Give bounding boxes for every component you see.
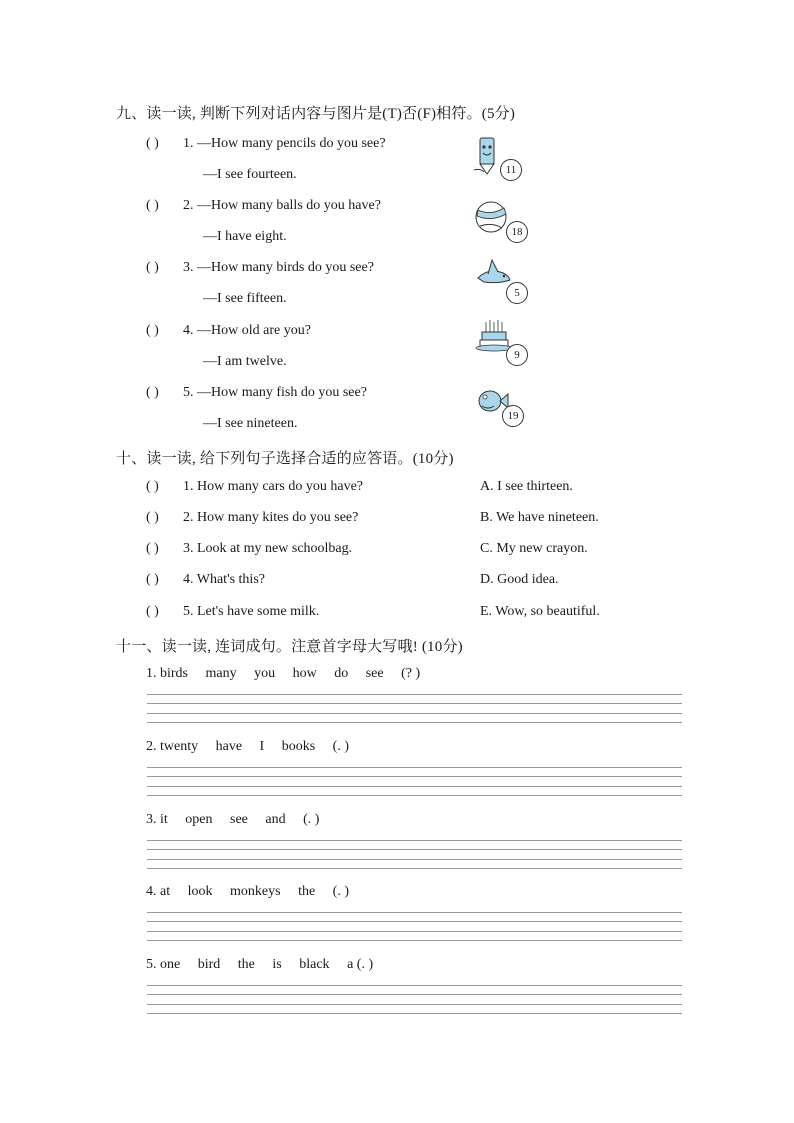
answer-bracket-10-1[interactable]: ( ) <box>146 479 159 494</box>
word: do <box>334 666 349 681</box>
word: and <box>265 812 286 827</box>
count-badge-9-5: 19 <box>502 405 524 427</box>
section-10-title: 十、读一读, 给下列句子选择合适的应答语。(10分) <box>116 451 454 467</box>
word: the <box>298 884 316 899</box>
question-10-4: 4. What's this? <box>183 572 265 587</box>
answer-bracket-10-5[interactable]: ( ) <box>146 604 159 619</box>
word: (. ) <box>303 812 320 827</box>
question-9-5: 5. —How many fish do you see? <box>183 385 367 400</box>
option-a: A. I see thirteen. <box>480 479 573 494</box>
word: black <box>299 957 330 972</box>
word-prompt-11-3 <box>146 812 333 828</box>
word: is <box>272 957 282 972</box>
word: (. ) <box>332 739 349 754</box>
question-9-2: 2. —How many balls do you have? <box>183 198 381 213</box>
writing-lines-11-1[interactable] <box>147 694 682 724</box>
word-prompt-11-1 <box>146 666 434 682</box>
word: (? ) <box>401 666 421 681</box>
question-9-4: 4. —How old are you? <box>183 323 311 338</box>
word-prompt-11-2 <box>146 739 363 755</box>
answer-9-5: —I see nineteen. <box>203 416 298 431</box>
question-10-3: 3. Look at my new schoolbag. <box>183 541 353 556</box>
answer-9-4: —I am twelve. <box>203 354 287 369</box>
word: bird <box>197 957 221 972</box>
word: 5. one <box>146 957 181 972</box>
answer-9-2: —I have eight. <box>203 229 287 244</box>
word: monkeys <box>230 884 281 899</box>
answer-bracket-9-1[interactable]: ( ) <box>146 136 159 151</box>
answer-bracket-9-2[interactable]: ( ) <box>146 198 159 213</box>
word: many <box>205 666 237 681</box>
word: I <box>259 739 265 754</box>
word-prompt-11-4 <box>146 884 363 900</box>
question-10-5: 5. Let's have some milk. <box>183 604 320 619</box>
section-11-title: 十一、读一读, 连词成句。注意首字母大写哦! (10分) <box>116 639 463 655</box>
answer-bracket-10-3[interactable]: ( ) <box>146 541 159 556</box>
word-prompt-11-5 <box>146 957 387 973</box>
word: 3. it <box>146 812 168 827</box>
answer-9-3: —I see fifteen. <box>203 291 287 306</box>
ball-icon <box>474 200 510 236</box>
answer-bracket-10-4[interactable]: ( ) <box>146 572 159 587</box>
writing-lines-11-5[interactable] <box>147 985 682 1015</box>
question-10-1: 1. How many cars do you have? <box>183 479 364 494</box>
answer-bracket-9-3[interactable]: ( ) <box>146 260 159 275</box>
word: look <box>187 884 213 899</box>
count-badge-9-1: 11 <box>500 159 522 181</box>
answer-bracket-10-2[interactable]: ( ) <box>146 510 159 525</box>
word: how <box>292 666 317 681</box>
word: have <box>215 739 243 754</box>
question-9-3: 3. —How many birds do you see? <box>183 260 374 275</box>
word: the <box>237 957 255 972</box>
option-c: C. My new crayon. <box>480 541 588 556</box>
writing-lines-11-2[interactable] <box>147 767 682 797</box>
count-badge-9-3: 5 <box>506 282 528 304</box>
word: you <box>254 666 276 681</box>
question-10-2: 2. How many kites do you see? <box>183 510 359 525</box>
answer-9-1: —I see fourteen. <box>203 167 297 182</box>
option-d: D. Good idea. <box>480 572 559 587</box>
word: books <box>281 739 316 754</box>
section-9-title: 九、读一读, 判断下列对话内容与图片是(T)否(F)相符。(5分) <box>116 106 516 122</box>
writing-lines-11-3[interactable] <box>147 840 682 870</box>
answer-bracket-9-4[interactable]: ( ) <box>146 323 159 338</box>
count-badge-9-4: 9 <box>506 344 528 366</box>
word: see <box>230 812 248 827</box>
word: (. ) <box>332 884 349 899</box>
word: see <box>365 666 384 681</box>
count-badge-9-2: 18 <box>506 221 528 243</box>
option-b: B. We have nineteen. <box>480 510 599 525</box>
word: a (. ) <box>347 957 374 972</box>
word: 4. at <box>146 884 171 899</box>
question-9-1: 1. —How many pencils do you see? <box>183 136 386 151</box>
word: 1. birds <box>146 666 188 681</box>
word: open <box>185 812 213 827</box>
writing-lines-11-4[interactable] <box>147 912 682 942</box>
option-e: E. Wow, so beautiful. <box>480 604 600 619</box>
word: 2. twenty <box>146 739 199 754</box>
answer-bracket-9-5[interactable]: ( ) <box>146 385 159 400</box>
